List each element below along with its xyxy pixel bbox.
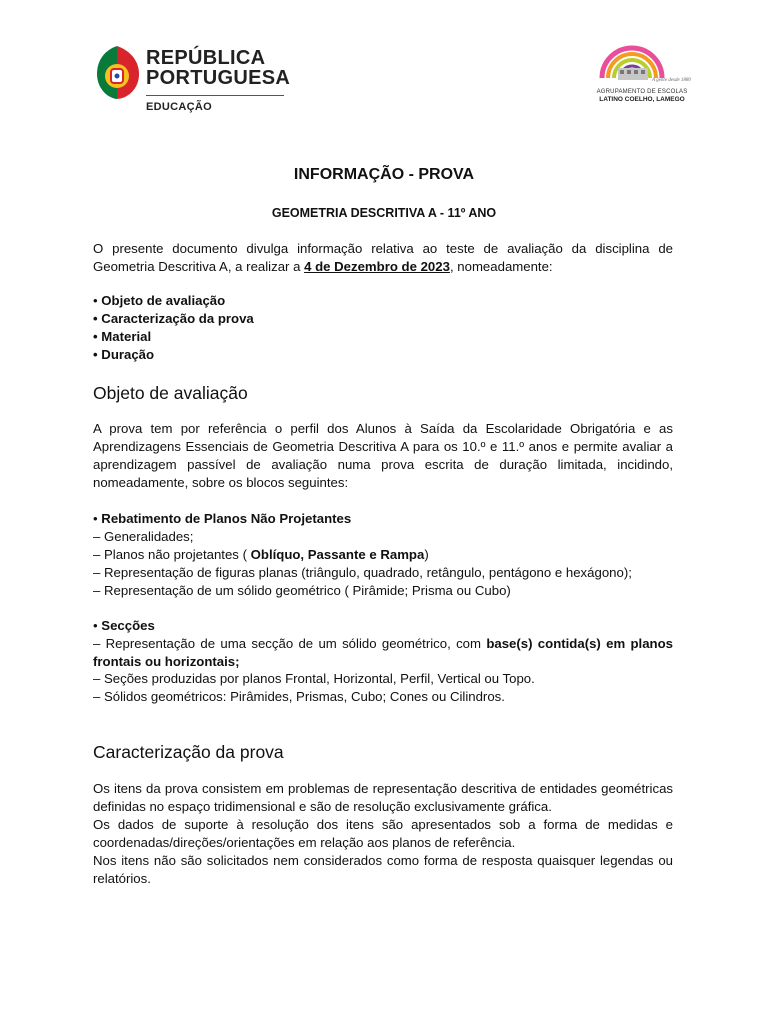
logo-divider	[146, 95, 284, 96]
item-bold: base(s) contida(s) em planos frontais ou horizontais;	[93, 636, 674, 669]
toc-item	[93, 310, 254, 328]
list-item: – Generalidades;	[93, 529, 194, 544]
item-text: – Planos não projetantes (	[93, 547, 251, 562]
section2-paragraph2: Os dados de suporte à resolução dos itens são apresentados sob a forma de medidas e coordenadas/direções/orientações em relação aos planos de referência.	[93, 817, 673, 850]
list-item: – Representação de figuras planas (triângulo, quadrado, retângulo, pentágono e hexágono);	[93, 565, 632, 580]
logo-text-line1: REPÚBLICA	[146, 47, 266, 69]
section-heading-caracterizacao: Caracterização da prova	[93, 742, 284, 762]
exam-date: 4 de Dezembro de 2023	[304, 259, 450, 274]
list-item	[93, 546, 429, 564]
logo-department: EDUCAÇÃO	[146, 101, 212, 113]
list-item: – Representação de um sólido geométrico ( Pirâmide; Prisma ou Cubo)	[93, 583, 511, 598]
school-name: LATINO COELHO, LAMEGO	[599, 96, 685, 103]
block-title	[93, 510, 351, 528]
intro-text-end: , nomeadamente:	[449, 259, 553, 274]
list-item: – Seções produzidas por planos Frontal, Horizontal, Perfil, Vertical ou Topo.	[93, 671, 535, 686]
block-title-text: Rebatimento de Planos Não Projetantes	[101, 511, 352, 526]
item-text: – Representação de uma secção de um sólido geométrico, com	[93, 636, 487, 651]
bullet: •	[93, 329, 98, 344]
toc-label: Duração	[101, 347, 155, 362]
bullet: •	[93, 618, 98, 633]
school-group-label: AGRUPAMENTO DE ESCOLAS	[596, 89, 688, 95]
block-title	[93, 617, 155, 635]
toc-item	[93, 346, 154, 364]
bullet: •	[93, 293, 98, 308]
toc-label: Objeto de avaliação	[101, 293, 226, 308]
bullet: •	[93, 511, 98, 526]
toc-item	[93, 292, 225, 310]
coat-of-arms-icon	[95, 44, 141, 100]
item-text-end: )	[424, 547, 429, 562]
intro-text: O presente documento divulga informação relativa ao teste de avaliação da disciplina de Geometria Descritiva A, a realizar a	[93, 241, 673, 274]
section2-paragraph1: Os itens da prova consistem em problemas de representação descritiva de entidades geométricas definidas no espaço tridimensional e são de resolução exclusivamente gráfica.	[93, 781, 673, 814]
toc-label: Caracterização da prova	[101, 311, 254, 326]
logo-text-line2: PORTUGUESA	[146, 67, 291, 89]
list-item: – Sólidos geométricos: Pirâmides, Prismas, Cubo; Cones ou Cilindros.	[93, 689, 505, 704]
section1-paragraph: A prova tem por referência o perfil dos Alunos à Saída da Escolaridade Obrigatória e as Aprendizagens Essenciais de Geometria Descritiva A para os 10.º e 11.º anos e permite avaliar a aprendizagem passível de avaliação numa prova escrita de duração limitada, incidindo, nomeadamente, sobre os blocos seguintes:	[93, 421, 673, 490]
bullet: •	[93, 311, 98, 326]
list-item	[93, 635, 673, 671]
republica-portuguesa-logo	[95, 44, 295, 116]
school-tagline: A gente desde 1880	[652, 78, 691, 83]
toc-item	[93, 328, 151, 346]
section-heading-objeto: Objeto de avaliação	[93, 383, 248, 403]
document-subtitle: GEOMETRIA DESCRITIVA A - 11º ANO	[271, 206, 497, 220]
school-logo	[596, 38, 692, 110]
block-title-text: Secções	[101, 618, 155, 633]
section2-paragraph3: Nos itens não são solicitados nem considerados como forma de resposta quaisquer legendas ou relatórios.	[93, 853, 673, 886]
document-title: INFORMAÇÃO - PROVA	[293, 166, 475, 183]
bullet: •	[93, 347, 98, 362]
intro-paragraph	[93, 240, 673, 276]
item-bold: Oblíquo, Passante e Rampa	[250, 547, 425, 562]
toc-label: Material	[101, 329, 152, 344]
